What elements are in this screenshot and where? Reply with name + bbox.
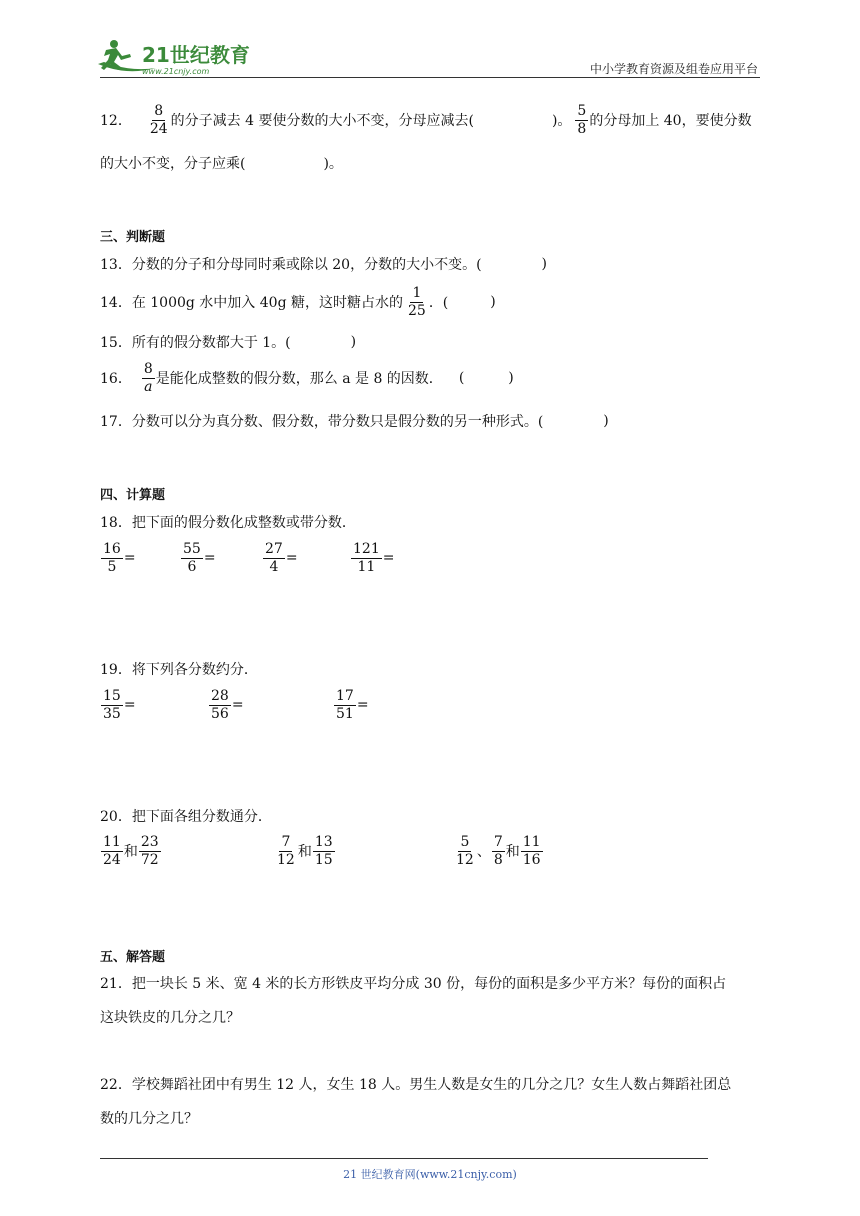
question-21-line1: 21．把一块长 5 米、宽 4 米的长方形铁皮平均分成 30 份，每份的面积是多少平方米？每份的面积占: [100, 976, 727, 992]
fraction-item: $\frac{28}{56}$ =: [211, 688, 244, 722]
section-title: 四、计算题: [100, 488, 166, 503]
section-title: 五、解答题: [100, 950, 166, 965]
logo-url: www.21cnjy.com: [142, 67, 210, 76]
fraction: $\frac{8}{24}$: [149, 103, 168, 137]
question-13: 13．分数的分子和分母同时乘或除以 20，分数的大小不变。( ): [100, 256, 548, 273]
question-21-line2: 这块铁皮的几分之几？: [100, 1010, 240, 1026]
footer-text[interactable]: 21 世纪教育网(www.21cnjy.com): [343, 1168, 517, 1181]
fraction-item: $\frac{55}{6}$ =: [183, 541, 216, 575]
fraction-item: $\frac{17}{51}$ =: [336, 688, 369, 722]
section-title: 三、判断题: [100, 230, 166, 245]
site-name: 中小学教育资源及组卷应用平台: [589, 62, 758, 76]
question-15: 15．所有的假分数都大于 1。( ): [100, 334, 357, 351]
fraction-item: $\frac{16}{5}$ =: [103, 541, 136, 575]
fraction: $\frac{5}{8}$: [577, 103, 587, 137]
fraction-group: $\frac{7}{12}$ 和 $\frac{13}{15}$: [277, 834, 333, 868]
question-16: 16． $\frac{8}{a}$ 是能化成整数的假分数，那么 a 是 8 的因数． ( ): [100, 361, 514, 395]
logo-text: 21世纪教育: [142, 43, 250, 67]
fraction-group: $\frac{11}{24}$ 和 $\frac{23}{72}$: [103, 834, 159, 868]
header-divider: [100, 77, 760, 78]
question-14: 14．在 1000g 水中加入 40g 糖，这时糖占水的 $\frac{1}{25}$ ．( ): [100, 285, 496, 319]
question-20: 20．把下面各组分数通分．: [100, 809, 272, 825]
fraction: $\frac{8}{a}$: [143, 361, 153, 395]
question-18: 18．把下面的假分数化成整数或带分数．: [100, 515, 356, 531]
question-12: 12． $\frac{8}{24}$ 的分子减去 4 要使分数的大小不变，分母应减去( )。 $\frac{5}{8}$ 的分母加上 40，要使分数: [100, 103, 752, 137]
fraction-item: $\frac{121}{11}$ =: [353, 541, 395, 575]
site-logo: [96, 38, 266, 78]
question-text: 的分子减去 4 要使分数的大小不变，分母应减去(: [170, 113, 474, 130]
question-22-line2: 数的几分之几？: [100, 1111, 198, 1127]
question-22-line1: 22．学校舞蹈社团中有男生 12 人，女生 18 人。男生人数是女生的几分之几？女生人数占舞蹈社团总: [100, 1077, 732, 1093]
fraction-item: $\frac{15}{35}$ =: [103, 688, 136, 722]
question-17: 17．分数可以分为真分数、假分数，带分数只是假分数的另一种形式。( ): [100, 413, 609, 430]
fraction: $\frac{1}{25}$: [407, 285, 426, 319]
question-text: 的分母加上 40，要使分数: [589, 113, 752, 130]
fraction-item: $\frac{27}{4}$ =: [265, 541, 298, 575]
footer-divider: [100, 1158, 708, 1159]
question-number: 12．: [100, 113, 132, 130]
question-19: 19．将下列各分数约分．: [100, 662, 258, 678]
fraction-group: $\frac{5}{12}$ 、 $\frac{7}{8}$ 和 $\frac{11}{16}$: [456, 834, 541, 868]
question-12-line2: 的大小不变，分子应乘( )。: [100, 156, 343, 172]
